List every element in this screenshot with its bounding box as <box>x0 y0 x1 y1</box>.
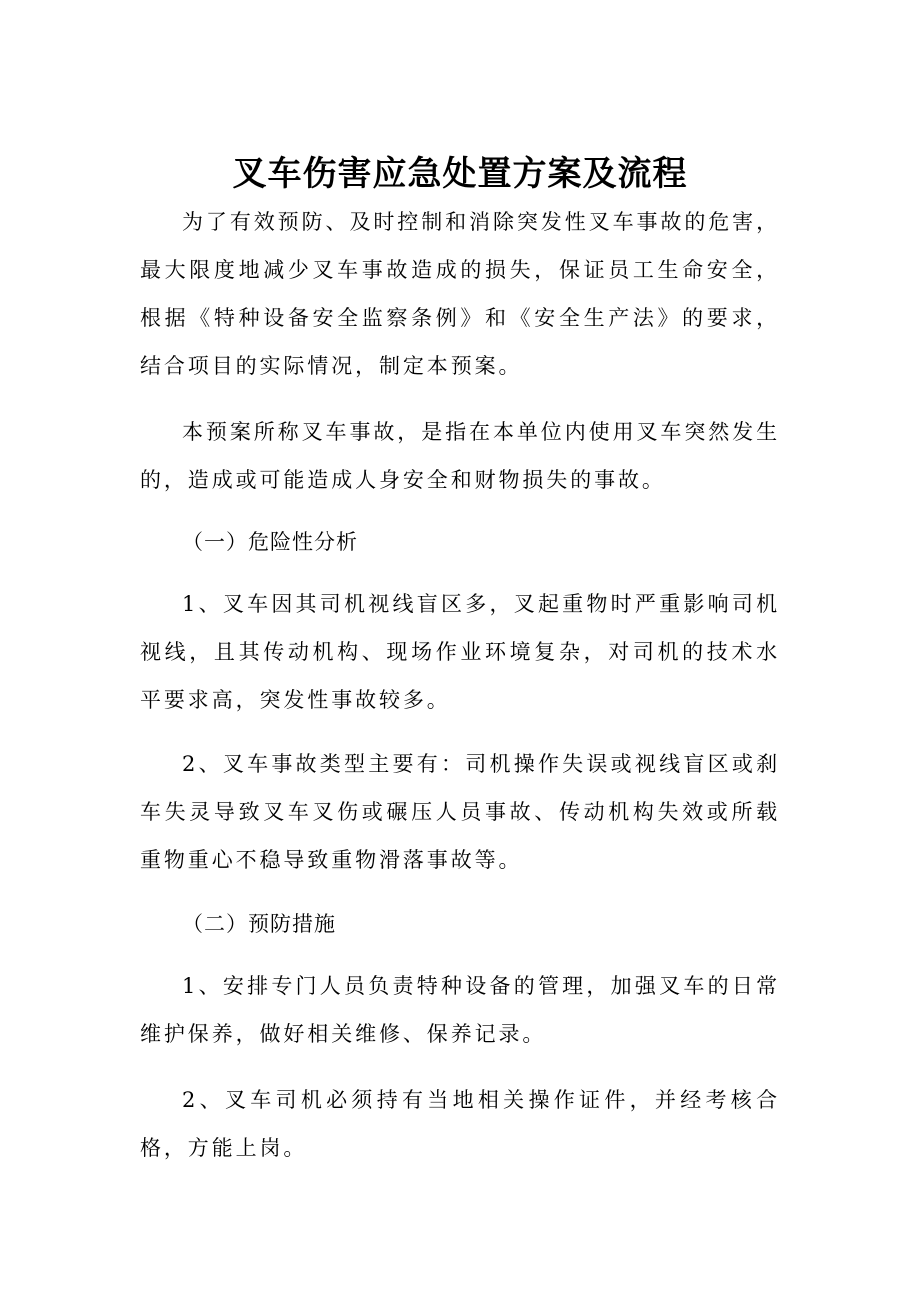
section-heading-risk-analysis: （一）危险性分析 <box>182 530 358 554</box>
prevention-item-2: 2、叉车司机必须持有当地相关操作证件，并经考核合格，方能上岗。 <box>140 1088 780 1160</box>
definition-paragraph: 本预案所称叉车事故，是指在本单位内使用叉车突然发生的，造成或可能造成人身安全和财物损失的事故。 <box>140 420 780 492</box>
risk-item-1: 1、叉车因其司机视线盲区多，叉起重物时严重影响司机视线，且其传动机构、现场作业环境复杂，对司机的技术水平要求高，突发性事故较多。 <box>140 592 780 712</box>
intro-paragraph: 为了有效预防、及时控制和消除突发性叉车事故的危害，最大限度地减少叉车事故造成的损失，保证员工生命安全，根据《特种设备安全监察条例》和《安全生产法》的要求，结合项目的实际情况，制定本预案。 <box>140 210 780 378</box>
risk-item-2: 2、叉车事故类型主要有：司机操作失误或视线盲区或刹车失灵导致叉车叉伤或碾压人员事故、传动机构失效或所载重物重心不稳导致重物滑落事故等。 <box>140 752 780 872</box>
document-title: 叉车伤害应急处置方案及流程 <box>232 154 688 194</box>
prevention-item-1: 1、安排专门人员负责特种设备的管理，加强叉车的日常维护保养，做好相关维修、保养记录。 <box>140 974 780 1046</box>
section-heading-prevention: （二）预防措施 <box>182 912 336 936</box>
